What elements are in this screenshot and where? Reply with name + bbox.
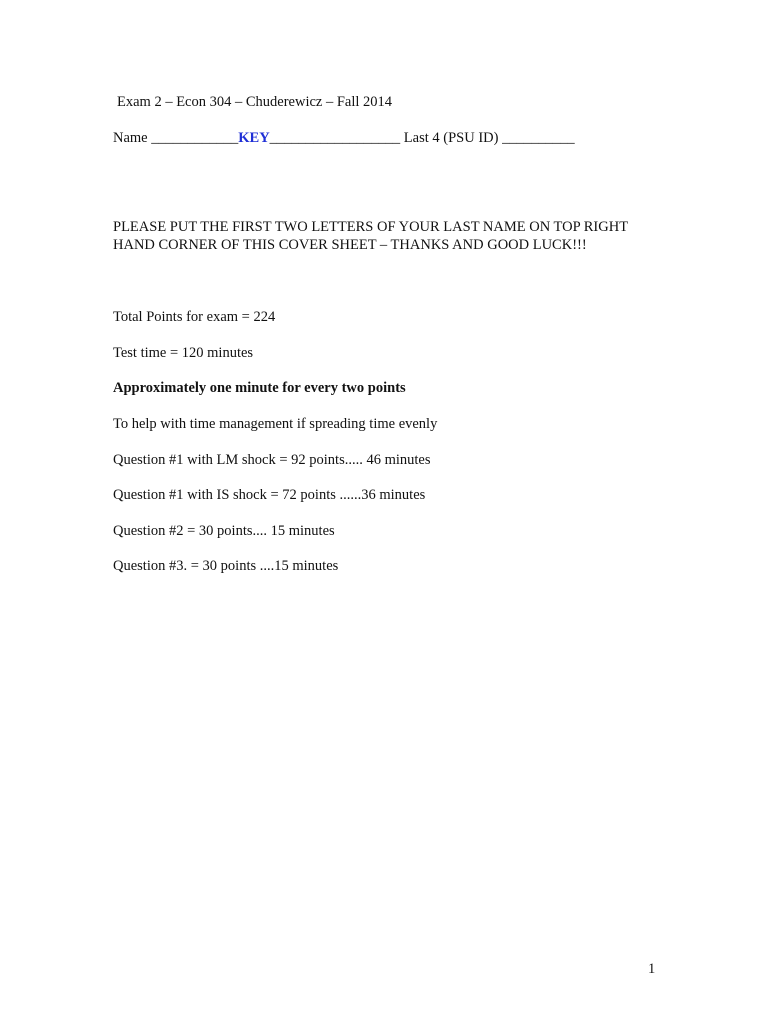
page-number: 1 <box>648 961 656 977</box>
question-item: Question #1 with LM shock = 92 points..... 46 minutes <box>113 452 431 468</box>
instructions-line-1: PLEASE PUT THE FIRST TWO LETTERS OF YOUR LAST NAME ON TOP RIGHT <box>113 219 629 235</box>
approximation-note: Approximately one minute for every two points <box>113 380 406 396</box>
name-line <box>113 129 575 147</box>
cover-instructions <box>113 218 673 254</box>
name-value: KEY <box>238 130 270 146</box>
instructions-line-2: HAND CORNER OF THIS COVER SHEET – THANKS AND GOOD LUCK!!! <box>113 237 587 253</box>
id-label: __________________ Last 4 (PSU ID) __________ <box>269 130 575 146</box>
test-time: Test time = 120 minutes <box>113 345 254 361</box>
question-item: Question #1 with IS shock = 72 points ......36 minutes <box>113 487 426 503</box>
name-label: Name ____________ <box>113 130 239 146</box>
total-points: Total Points for exam = 224 <box>113 309 276 325</box>
question-item: Question #3. = 30 points ....15 minutes <box>113 558 339 574</box>
exam-title: Exam 2 – Econ 304 – Chuderewicz – Fall 2014 <box>117 94 393 110</box>
time-management-note: To help with time management if spreading time evenly <box>113 416 438 432</box>
question-item: Question #2 = 30 points.... 15 minutes <box>113 523 335 539</box>
